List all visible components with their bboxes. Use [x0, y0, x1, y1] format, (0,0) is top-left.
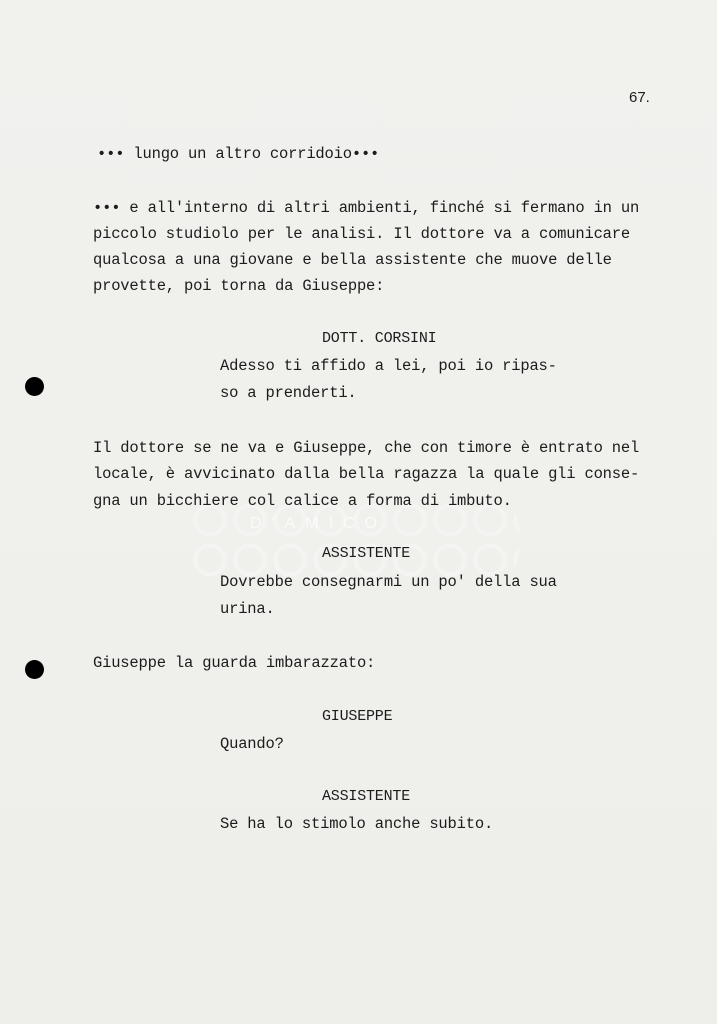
- dialogue-line: Adesso ti affido a lei, poi io ripas-: [220, 357, 557, 375]
- action-paragraph-line: ••• e all'interno di altri ambienti, finché si fermano in un: [93, 199, 640, 217]
- watermark-text: D'AMICO: [250, 515, 388, 532]
- speaker-name: ASSISTENTE: [322, 545, 411, 562]
- speaker-name: DOTT. CORSINI: [322, 330, 437, 347]
- dialogue-line: Se ha lo stimolo anche subito.: [220, 815, 494, 833]
- watermark-logo: [190, 500, 520, 580]
- action-paragraph-line: locale, è avvicinato dalla bella ragazza la quale gli conse-: [93, 465, 640, 483]
- dialogue-line: urina.: [220, 600, 275, 618]
- dialogue-line: Dovrebbe consegnarmi un po' della sua: [220, 573, 557, 591]
- hole-punch-bottom: [25, 660, 44, 679]
- action-paragraph-line: Il dottore se ne va e Giuseppe, che con timore è entrato nel: [93, 439, 640, 457]
- hole-punch-top: [25, 377, 44, 396]
- page-number: 67.: [629, 89, 650, 106]
- action-paragraph-line: provette, poi torna da Giuseppe:: [93, 277, 385, 295]
- speaker-name: GIUSEPPE: [322, 708, 393, 725]
- speaker-name: ASSISTENTE: [322, 788, 411, 805]
- action-paragraph-line: qualcosa a una giovane e bella assistente che muove delle: [93, 251, 612, 269]
- action-line: ••• lungo un altro corridoio•••: [97, 145, 380, 163]
- action-paragraph-line: gna un bicchiere col calice a forma di imbuto.: [93, 492, 512, 510]
- action-paragraph-line: piccolo studiolo per le analisi. Il dottore va a comunicare: [93, 225, 630, 243]
- dialogue-line: so a prenderti.: [220, 384, 357, 402]
- dialogue-line: Quando?: [220, 735, 284, 753]
- action-line: Giuseppe la guarda imbarazzato:: [93, 654, 376, 672]
